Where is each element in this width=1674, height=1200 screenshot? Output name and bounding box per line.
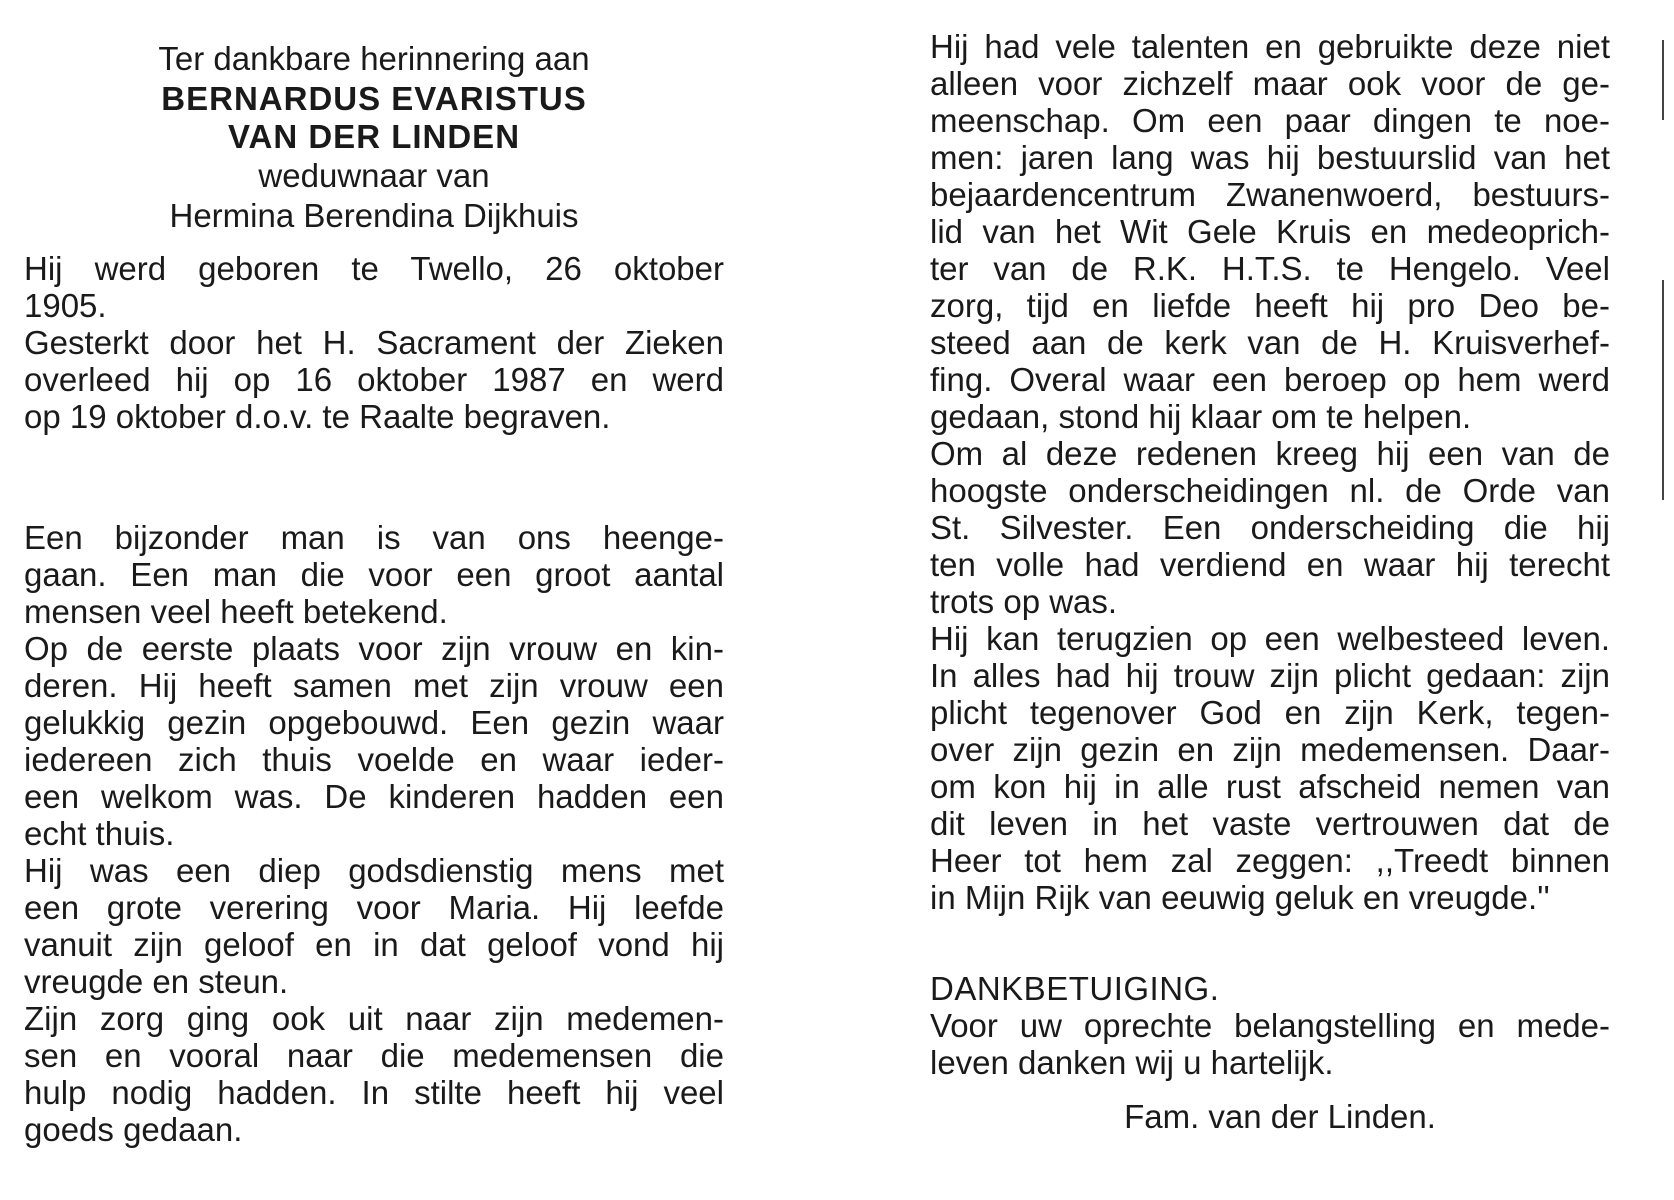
text-line: Hij werd geboren te Twello, 26 oktober [24,250,724,287]
paragraph [930,620,1610,916]
edge-mark [1662,40,1664,120]
text-line: overleed hij op 16 oktober 1987 en werd [24,361,724,398]
paragraph [24,1000,724,1148]
text-line: meenschap. Om een paar dingen te noe- [930,102,1610,139]
text-line: om kon hij in alle rust afscheid nemen van [930,768,1610,805]
text-line: bejaardencentrum Zwanenwoerd, bestuurs- [930,176,1610,213]
text-line: men: jaren lang was hij bestuurslid van het [930,139,1610,176]
text-line: Hij was een diep godsdienstig mens met [24,852,724,889]
text-line: Hij kan terugzien op een welbesteed leven. [930,620,1610,657]
text-line: Zijn zorg ging ook uit naar zijn medemen- [24,1000,724,1037]
text-line: sen en vooral naar die medemensen die [24,1037,724,1074]
text-line: echt thuis. [24,815,175,852]
relation-line: weduwnaar van [258,157,490,194]
deceased-name-line2: VAN DER LINDEN [227,118,521,155]
text-line: gedaan, stond hij klaar om te helpen. [930,398,1472,435]
text-line: steed aan de kerk van de H. Kruisverhef- [930,324,1610,361]
text-line: vanuit zijn geloof en in dat geloof vond hij [24,926,724,963]
text-line: zorg, tijd en liefde heeft hij pro Deo be- [930,287,1610,324]
intro-line: Ter dankbare herinnering aan [158,40,590,77]
text-line: een welkom was. De kinderen hadden een [24,778,724,815]
text-line: gelukkig gezin opgebouwd. Een gezin waar [24,704,724,741]
text-line: over zijn gezin en zijn medemensen. Daar- [930,731,1610,768]
text-line: plicht tegenover God en zijn Kerk, tegen- [930,694,1610,731]
text-line: fing. Overal waar een beroep op hem werd [930,361,1610,398]
acknowledgement-text [930,1007,1610,1081]
family-signoff: Fam. van der Linden. [1124,1098,1436,1135]
paragraph [24,324,724,435]
text-line: Gesterkt door het H. Sacrament der Zieken [24,324,724,361]
text-line: op 19 oktober d.o.v. te Raalte begraven. [24,398,611,435]
text-line: leven danken wij u hartelijk. [930,1044,1334,1081]
paragraph [24,250,724,324]
text-line: iedereen zich thuis voelde en waar ieder- [24,741,724,778]
paragraph [24,519,724,630]
text-line: 1905. [24,287,107,324]
text-line: In alles had hij trouw zijn plicht gedaan: zijn [930,657,1610,694]
edge-mark [1662,280,1664,500]
right-column [930,28,1610,1137]
text-line: trots op was. [930,583,1118,620]
left-body-text [24,250,724,1148]
text-line: mensen veel heeft betekend. [24,593,448,630]
text-line: Heer tot hem zal zeggen: ,,Treedt binnen [930,842,1610,879]
text-line: hoogste onderscheidingen nl. de Orde van [930,472,1610,509]
spouse-name: Hermina Berendina Dijkhuis [169,197,579,234]
paragraph [930,435,1610,620]
left-column [24,30,724,1148]
text-line: dit leven in het vaste vertrouwen dat de [930,805,1610,842]
text-line: lid van het Wit Gele Kruis en medeoprich- [930,213,1610,250]
text-line: Hij had vele talenten en gebruikte deze niet [930,28,1610,65]
text-line: een grote verering voor Maria. Hij leefde [24,889,724,926]
text-line: Voor uw oprechte belangstelling en mede- [930,1007,1610,1044]
text-line: Een bijzonder man is van ons heenge- [24,519,724,556]
text-line: in Mijn Rijk van eeuwig geluk en vreugde.'' [930,879,1550,916]
text-line: deren. Hij heeft samen met zijn vrouw een [24,667,724,704]
text-line: gaan. Een man die voor een groot aantal [24,556,724,593]
text-line: Op de eerste plaats voor zijn vrouw en kin- [24,630,724,667]
paragraph [24,852,724,1000]
text-line: goeds gedaan. [24,1111,243,1148]
text-line: Om al deze redenen kreeg hij een van de [930,435,1610,472]
paragraph [930,28,1610,435]
text-line: St. Silvester. Een onderscheiding die hij [930,509,1610,546]
text-line: ten volle had verdiend en waar hij terecht [930,546,1610,583]
right-body-text [930,28,1610,916]
text-line: ter van de R.K. H.T.S. te Hengelo. Veel [930,250,1610,287]
text-line: vreugde en steun. [24,963,289,1000]
text-line: alleen voor zichzelf maar ook voor de ge- [930,65,1610,102]
acknowledgement-heading: DANKBETUIGING. [930,970,1220,1007]
paragraph [24,630,724,852]
deceased-name-line1: BERNARDUS EVARISTUS [161,80,587,117]
text-line: hulp nodig hadden. In stilte heeft hij veel [24,1074,724,1111]
